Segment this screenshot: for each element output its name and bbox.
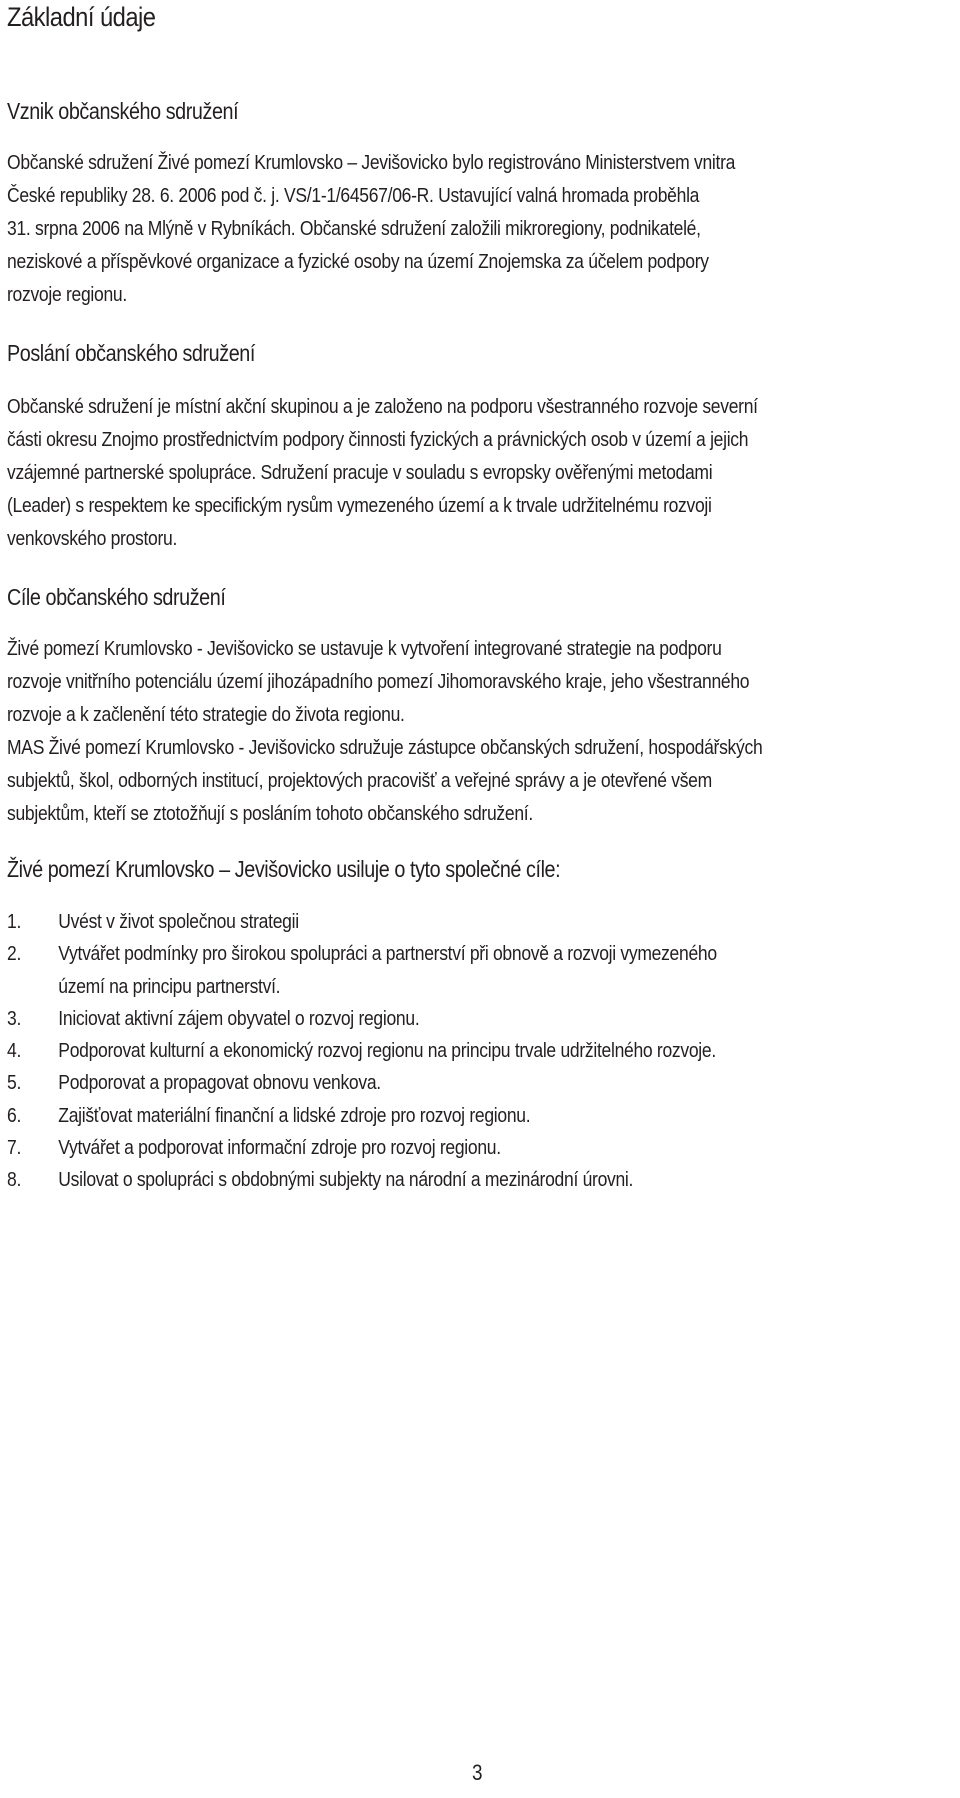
paragraph-line: venkovského prostoru. <box>7 527 178 550</box>
section-heading-goals: Živé pomezí Krumlovsko – Jevišovicko usiluje o tyto společné cíle: <box>7 856 561 882</box>
goal-text: území na principu partnerství. <box>58 974 281 998</box>
section-paragraph-poslani <box>7 390 948 555</box>
goal-text: Vytvářet podmínky pro širokou spolupráci a partnerství při obnově a rozvoji vymezeného <box>58 942 717 966</box>
goal-text: Zajišťovat materiální finanční a lidské zdroje pro rozvoj regionu. <box>58 1103 531 1127</box>
paragraph-line: (Leader) s respektem ke specifickým rysům vymezeného území a k trvale udržitelnému rozvoji <box>7 494 712 517</box>
goal-text: Iniciovat aktivní zájem obyvatel o rozvoj regionu. <box>58 1006 420 1030</box>
goals-list <box>7 906 948 1197</box>
paragraph-line: vzájemné partnerské spolupráce. Sdružení pracuje v souladu s evropsky ověřenými metodami <box>7 461 713 484</box>
paragraph-line: subjektům, kteří se ztotožňují s posláním tohoto občanského sdružení. <box>7 802 533 825</box>
goal-text: Podporovat kulturní a ekonomický rozvoj regionu na principu trvale udržitelného rozvoje. <box>58 1039 716 1063</box>
goal-number: 2. <box>7 942 22 966</box>
paragraph-line: subjektů, škol, odborných institucí, projektových pracovišť a veřejné správy a je otevřené všem <box>7 769 712 792</box>
page-title: Základní údaje <box>7 2 156 32</box>
goal-item <box>7 1100 948 1132</box>
goal-text: Usilovat o spolupráci s obdobnými subjekty na národní a mezinárodní úrovni. <box>58 1168 634 1192</box>
paragraph-line: MAS Živé pomezí Krumlovsko - Jevišovicko sdružuje zástupce občanských sdružení, hospodářských <box>7 736 763 759</box>
goal-number: 8. <box>7 1168 22 1192</box>
goal-text: Podporovat a propagovat obnovu venkova. <box>58 1071 381 1095</box>
paragraph-line: České republiky 28. 6. 2006 pod č. j. VS/1-1/64567/06-R. Ustavující valná hromada proběhla <box>7 184 700 207</box>
goal-number: 7. <box>7 1136 22 1160</box>
section-heading-poslani: Poslání občanského sdružení <box>7 340 255 366</box>
paragraph-line: rozvoje a k začlenění této strategie do života regionu. <box>7 703 405 726</box>
goal-item <box>7 1132 948 1164</box>
paragraph-line: 31. srpna 2006 na Mlýně v Rybníkách. Občanské sdružení založili mikroregiony, podnikatelé, <box>7 217 701 240</box>
goal-number: 3. <box>7 1006 22 1030</box>
goal-number: 1. <box>7 910 22 933</box>
paragraph-line: neziskové a příspěvkové organizace a fyzické osoby na území Znojemska za účelem podpory <box>7 250 709 273</box>
goal-item <box>7 1067 948 1099</box>
goal-item <box>7 1035 948 1067</box>
goal-number: 5. <box>7 1071 22 1095</box>
paragraph-line: Občanské sdružení Živé pomezí Krumlovsko – Jevišovicko bylo registrováno Ministerstvem vnitra <box>7 151 736 174</box>
goal-item <box>7 938 948 1003</box>
section-paragraph-vznik <box>7 146 948 311</box>
goal-text: Vytvářet a podporovat informační zdroje pro rozvoj regionu. <box>58 1136 501 1160</box>
section-heading-cile: Cíle občanského sdružení <box>7 584 226 610</box>
goal-item <box>7 1164 948 1196</box>
section-heading-vznik: Vznik občanského sdružení <box>7 98 239 124</box>
goal-number: 4. <box>7 1039 22 1063</box>
paragraph-line: rozvoje vnitřního potenciálu území jihozápadního pomezí Jihomoravského kraje, jeho všestranného <box>7 670 750 693</box>
page-number: 3 <box>472 1760 483 1785</box>
goal-text: Uvést v život společnou strategii <box>58 910 299 933</box>
paragraph-line: Občanské sdružení je místní akční skupinou a je založeno na podporu všestranného rozvoje severní <box>7 395 758 418</box>
goal-item <box>7 1003 948 1035</box>
section-paragraph-cile <box>7 632 948 830</box>
paragraph-line: části okresu Znojmo prostřednictvím podpory činnosti fyzických a právnických osob v území a jejich <box>7 428 749 451</box>
paragraph-line: Živé pomezí Krumlovsko - Jevišovicko se ustavuje k vytvoření integrované strategie na podporu <box>7 637 722 660</box>
goal-number: 6. <box>7 1103 22 1127</box>
goal-item <box>7 906 948 938</box>
paragraph-line: rozvoje regionu. <box>7 283 127 306</box>
